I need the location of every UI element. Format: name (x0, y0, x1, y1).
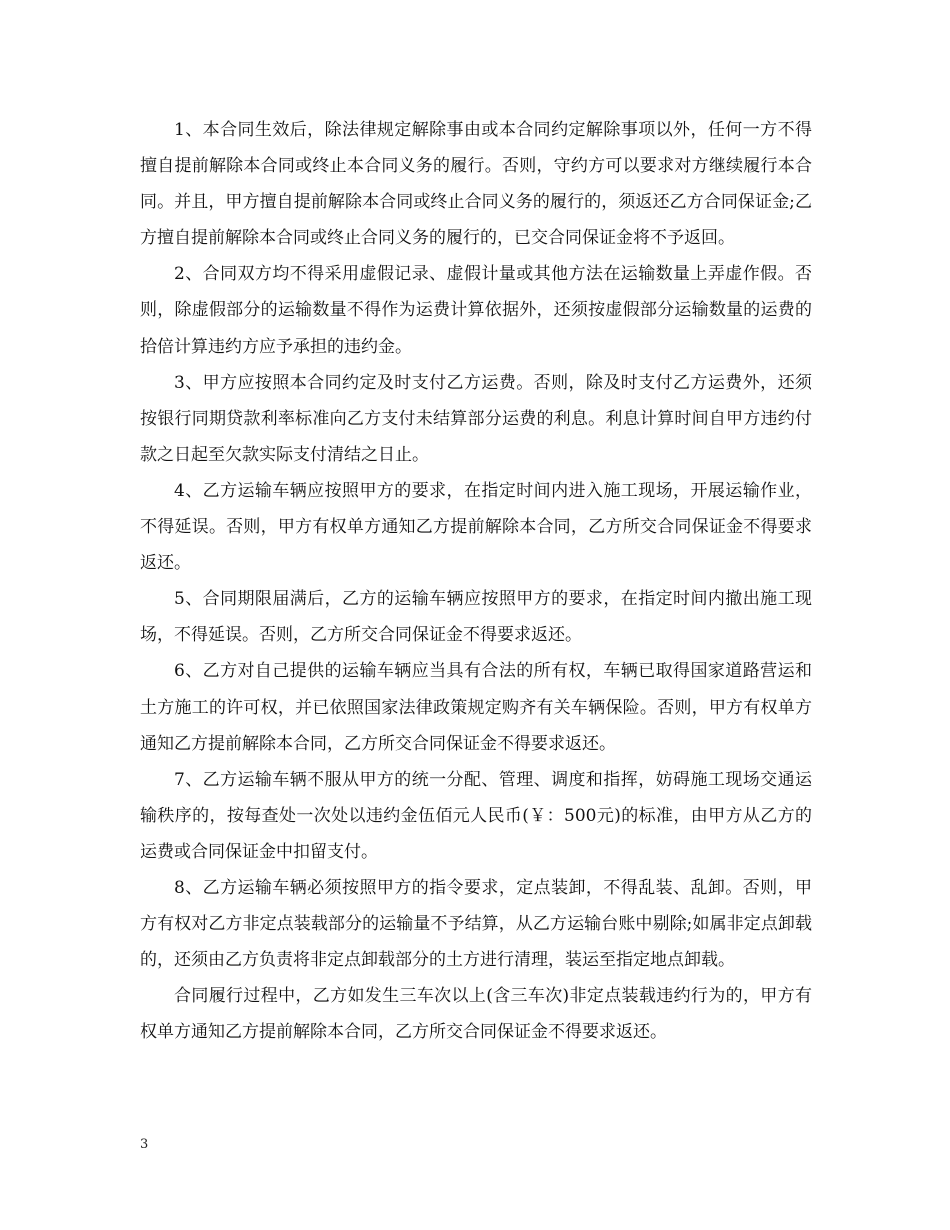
clause-8: 8、乙方运输车辆必须按照甲方的指令要求，定点装卸，不得乱装、乱卸。否则，甲方有权对乙方非定点装载部分的运输量不予结算，从乙方运输台账中剔除;如属非定点卸载的，还须由乙方负责将非定点卸载部分的土方进行清理，装运至指定地点卸载。 (140, 877, 812, 971)
clause-2: 2、合同双方均不得采用虚假记录、虚假计量或其他方法在运输数量上弄虚作假。否则，除虚假部分的运输数量不得作为运费计算依据外，还须按虚假部分运输数量的运费的拾倍计算违约方应予承担的违约金。 (140, 264, 812, 357)
page-number: 3 (140, 1137, 149, 1152)
clause-7: 7、乙方运输车辆不服从甲方的统一分配、管理、调度和指挥，妨碍施工现场交通运输秩序的，按每查处一次处以违约金伍佰元人民币(￥：500元)的标准，由甲方从乙方的运费或合同保证金中扣留支付。 (140, 769, 812, 862)
clause-4: 4、乙方运输车辆应按照甲方的要求，在指定时间内进入施工现场，开展运输作业，不得延误。否则，甲方有权单方通知乙方提前解除本合同，乙方所交合同保证金不得要求返还。 (140, 480, 812, 574)
clause-3: 3、甲方应按照本合同约定及时支付乙方运费。否则，除及时支付乙方运费外，还须按银行同期贷款利率标准向乙方支付未结算部分运费的利息。利息计算时间自甲方违约付款之日起至欠款实际支付清结之日止。 (140, 372, 812, 465)
clause-1: 1、本合同生效后，除法律规定解除事由或本合同约定解除事项以外，任何一方不得擅自提前解除本合同或终止本合同义务的履行。否则，守约方可以要求对方继续履行本合同。并且，甲方擅自提前解除本合同或终止合同义务的履行的，须返还乙方合同保证金;乙方擅自提前解除本合同或终止合同义务的履行的，已交合同保证金将不予返回。 (140, 120, 812, 249)
clause-5: 5、合同期限届满后，乙方的运输车辆应按照甲方的要求，在指定时间内撤出施工现场，不得延误。否则，乙方所交合同保证金不得要求返还。 (140, 589, 812, 646)
clause-8-supplement: 合同履行过程中，乙方如发生三车次以上(含三车次)非定点装载违约行为的，甲方有权单方通知乙方提前解除本合同，乙方所交合同保证金不得要求返还。 (140, 986, 812, 1043)
document-body (140, 112, 812, 1050)
clause-6: 6、乙方对自己提供的运输车辆应当具有合法的所有权，车辆已取得国家道路营运和土方施工的许可权，并已依照国家法律政策规定购齐有关车辆保险。否则，甲方有权单方通知乙方提前解除本合同，乙方所交合同保证金不得要求返还。 (140, 661, 812, 754)
